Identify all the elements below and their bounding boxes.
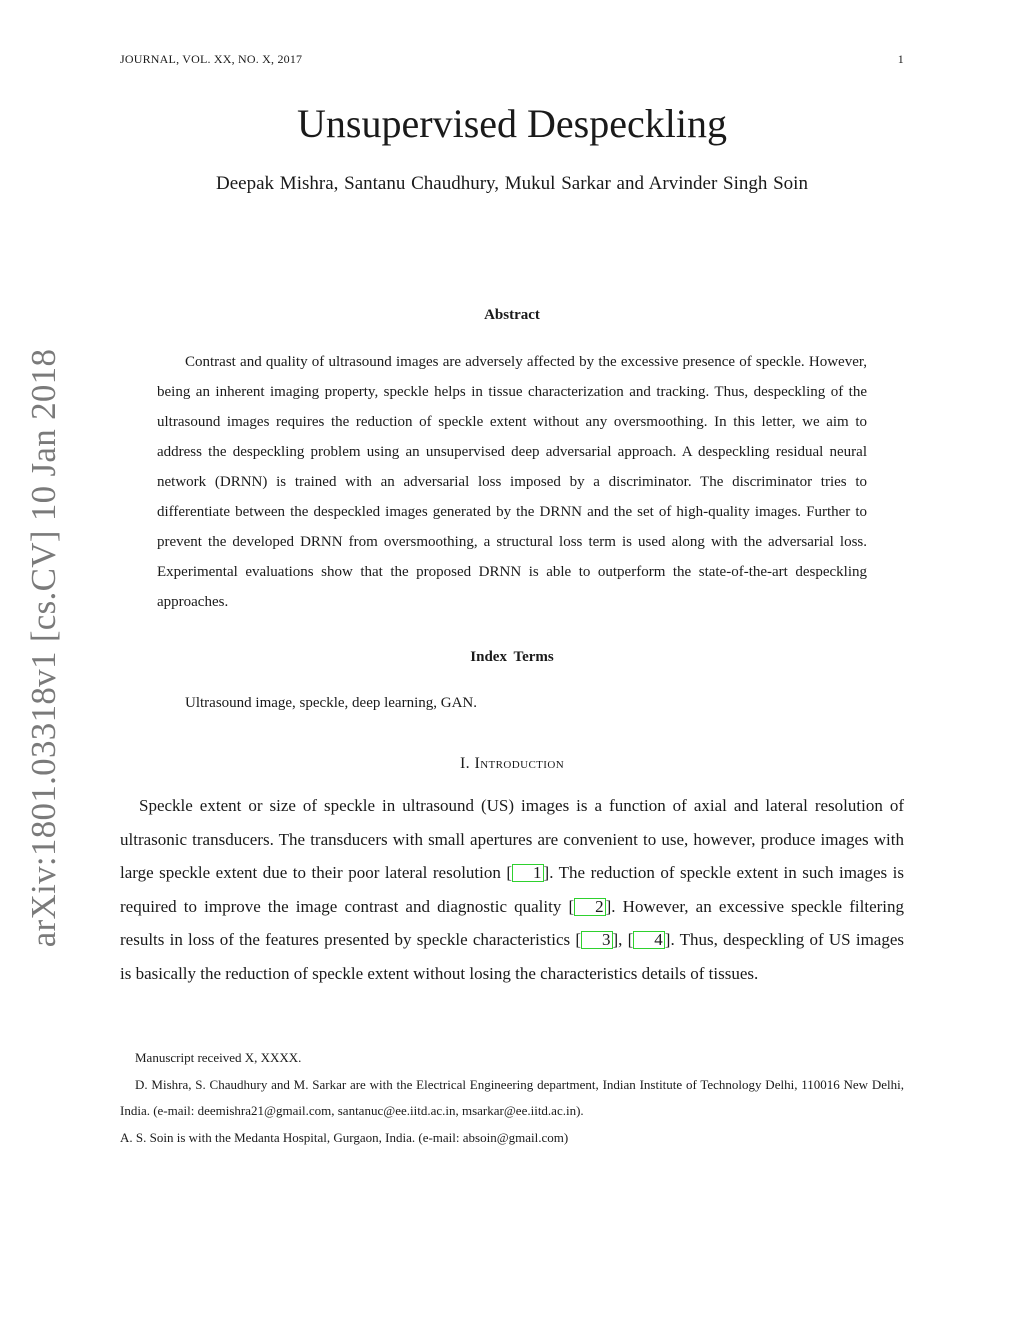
author-list: Deepak Mishra, Santanu Chaudhury, Mukul Sarkar and Arvinder Singh Soin [216,173,808,194]
arxiv-identifier: arXiv:1801.03318v1 [cs.CV] 10 Jan 2018 [24,348,63,948]
section-number: I. [459,755,471,772]
running-head [120,52,904,67]
citation-link-3[interactable]: 3 [581,931,613,949]
paper-title: Unsupervised Despeckling [297,101,727,146]
footnotes [120,1045,904,1151]
abstract-text: Contrast and quality of ultrasound images are adversely affected by the excessive presence of speckle. However, being an inherent imaging property, speckle helps in tissue characterization and tracking. Thus, despeckling of the ultrasound images requires the reduction of speckle extent without any oversmoothing. In this letter, we aim to address the despeckling problem using an unsupervised deep adversarial approach. A despeckling residual neural network (DRNN) is trained with an adversarial loss imposed by a discriminator. The discriminator tries to differentiate between the despeckled images generated by the DRNN and the set of high-quality images. Further to prevent the developed DRNN from oversmoothing, a structural loss term is used along with the adversarial loss. Experimental evaluations show that the proposed DRNN is able to outperform the state-of-the-art despeckling approaches. [157,354,867,610]
citation-link-2[interactable]: 2 [574,898,606,916]
introduction-paragraph [120,789,904,990]
footnote-affiliation-1: D. Mishra, S. Chaudhury and M. Sarkar are with the Electrical Engineering department, Indian Institute of Technology Delhi, 110016 New Delhi, India. (e-mail: deemishra21@gmail.com, santanuc@ee.iitd.ac.in, msarkar@ee.iitd.ac.in). [120,1076,904,1118]
index-terms-text: Ultrasound image, speckle, deep learning, GAN. [185,695,477,711]
section-title: Introduction [474,755,565,772]
footnote-affiliation-2: A. S. Soin is with the Medanta Hospital, Gurgaon, India. (e-mail: absoin@gmail.com) [120,1129,569,1145]
intro-text-segment: ]. However, an excessive speckle filtering results in loss of the features presented by speckle characteristics [ [120,896,904,949]
index-terms-heading: Index Terms [470,649,554,665]
journal-info: JOURNAL, VOL. XX, NO. X, 2017 [120,52,303,66]
page-number: 1 [897,52,904,66]
intro-text-segment: Speckle extent or size of speckle in ultrasound (US) images is a function of axial and lateral resolution of ultrasonic transducers. The transducers with small apertures are convenient to use, however, produce images with large speckle extent due to their poor lateral resolution [ [120,796,904,882]
abstract-heading: Abstract [484,307,540,323]
intro-text-segment: ]. The reduction of speckle extent in such images is required to improve the image contrast and diagnostic quality [ [120,863,904,916]
intro-text-segment: ]. Thus, despeckling of US images is basically the reduction of speckle extent without losing the characteristics details of tissues. [120,930,904,983]
citation-link-1[interactable]: 1 [512,864,544,882]
footnote-received: Manuscript received X, XXXX. [135,1050,302,1065]
introduction-heading [0,755,1024,773]
citation-link-4[interactable]: 4 [633,931,665,949]
intro-text-segment: ], [ [612,930,634,949]
